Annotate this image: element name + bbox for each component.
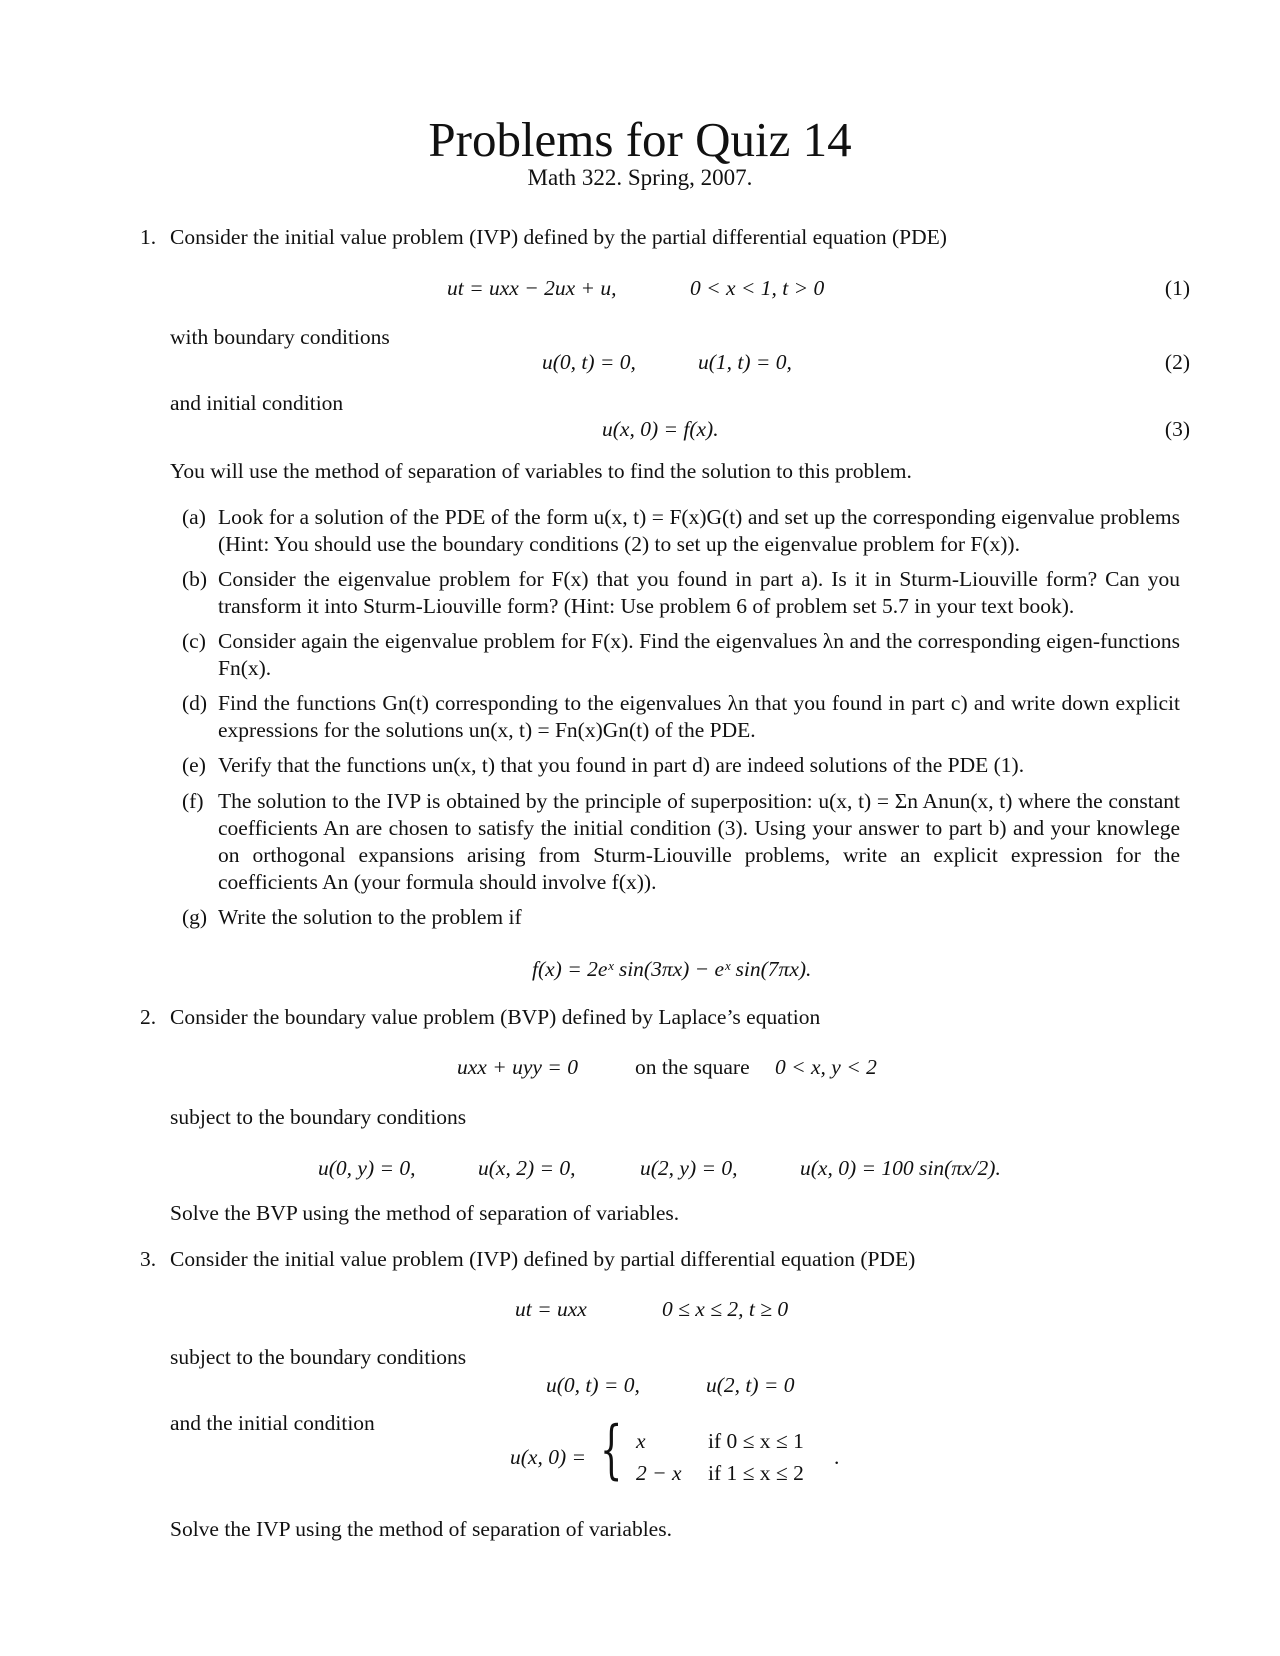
problem-2-bc-1: u(0, y) = 0, [318,1156,416,1180]
part-a-text: Look for a solution of the PDE of the form u(x, t) = F(x)G(t) and set up the corresponding eigenvalue problems (Hint: You should use the boundary conditions (2) to set up the eigenvalue problem for F(x)). [218,505,1180,556]
part-f-label: (f) [182,789,204,813]
problem-3-bc-label: subject to the boundary conditions [170,1345,467,1369]
problem-2-bc-2: u(x, 2) = 0, [478,1156,576,1180]
laplace-equation: uxx + uyy = 0 [457,1055,578,1079]
case-2-expression: 2 − x [636,1461,682,1485]
piecewise-brace: { [600,1413,623,1487]
part-c-label: (c) [182,629,206,653]
case-1-condition: if 0 ≤ x ≤ 1 [708,1429,804,1453]
problem-2-bc-4: u(x, 0) = 100 sin(πx/2). [800,1156,1001,1180]
problem-1-intro: Consider the initial value problem (IVP) defined by the partial differential equation (PDE) [170,225,947,249]
part-e-label: (e) [182,753,206,777]
problem-1-number: 1. [140,225,157,249]
equation-2-right: u(1, t) = 0, [698,350,792,374]
problem-2-bc-label: subject to the boundary conditions [170,1105,467,1129]
method-statement: You will use the method of separation of variables to find the solution to this problem. [170,459,912,483]
equation-2-left: u(0, t) = 0, [542,350,636,374]
heat-domain: 0 ≤ x ≤ 2, t ≥ 0 [662,1297,789,1321]
part-d-text: Find the functions Gn(t) corresponding to the eigenvalues λn that you found in part c) and write down explicit expressions for the solutions un(x, t) = Fn(x)Gn(t) of the PDE. [218,691,1180,742]
problem-3-intro: Consider the initial value problem (IVP) defined by partial differential equation (PDE) [170,1247,916,1271]
equation-2-number: (2) [1164,350,1190,374]
case-1-expression: x [636,1429,646,1453]
initial-condition-period: . [834,1445,840,1469]
equation-1-number: (1) [1164,276,1190,300]
laplace-domain-label: on the square [635,1055,750,1079]
laplace-domain: 0 < x, y < 2 [775,1055,877,1079]
part-c-text: Consider again the eigenvalue problem for F(x). Find the eigenvalues λn and the corresponding eigen-functions Fn(x). [218,629,1180,680]
problem-3-ic-label: and the initial condition [170,1411,375,1435]
equation-f: f(x) = 2eˣ sin(3πx) − eˣ sin(7πx). [532,957,812,981]
part-g-label: (g) [182,905,208,929]
part-f-text: The solution to the IVP is obtained by the principle of superposition: u(x, t) = Σn Anun(x, t) where the constant coefficients An are chosen to satisfy the initial condition (3). Using your answer to part b) and your knowlege on orthogonal expansions arising from Sturm-Liouville problems, write an explicit expression for the coefficients An (your formula should involve f(x)). [218,789,1180,894]
problem-2-bc-3: u(2, y) = 0, [640,1156,738,1180]
page-title: Problems for Quiz 14 [428,112,852,167]
problem-3-bc-2: u(2, t) = 0 [706,1373,795,1397]
problem-3-number: 3. [140,1247,157,1271]
part-a-label: (a) [182,505,206,529]
equation-1: ut = uxx − 2ux + u, [447,276,617,300]
problem-3-bc-1: u(0, t) = 0, [546,1373,640,1397]
heat-equation: ut = uxx [515,1297,587,1321]
equation-3-number: (3) [1164,417,1190,441]
part-e-text: Verify that the functions un(x, t) that you found in part d) are indeed solutions of the PDE (1). [218,753,1025,777]
boundary-conditions-label: with boundary conditions [170,325,390,349]
problem-2-number: 2. [140,1005,157,1029]
initial-condition-lhs: u(x, 0) = [510,1445,586,1469]
part-b-label: (b) [182,567,208,591]
page-subtitle: Math 322. Spring, 2007. [527,165,753,190]
part-d-label: (d) [182,691,208,715]
equation-3: u(x, 0) = f(x). [602,417,719,441]
equation-1-domain: 0 < x < 1, t > 0 [690,276,825,300]
part-b-text: Consider the eigenvalue problem for F(x) that you found in part a). Is it in Sturm-Liouville form? Can you transform it into Sturm-Liouville form? (Hint: Use problem 6 of problem set 5.7 in your text book). [218,567,1180,618]
part-g-text: Write the solution to the problem if [218,905,522,929]
problem-3-solve: Solve the IVP using the method of separation of variables. [170,1517,672,1541]
initial-condition-label: and initial condition [170,391,344,415]
case-2-condition: if 1 ≤ x ≤ 2 [708,1461,804,1485]
problem-2-intro: Consider the boundary value problem (BVP) defined by Laplace’s equation [170,1005,821,1029]
problem-2-solve: Solve the BVP using the method of separation of variables. [170,1201,680,1225]
